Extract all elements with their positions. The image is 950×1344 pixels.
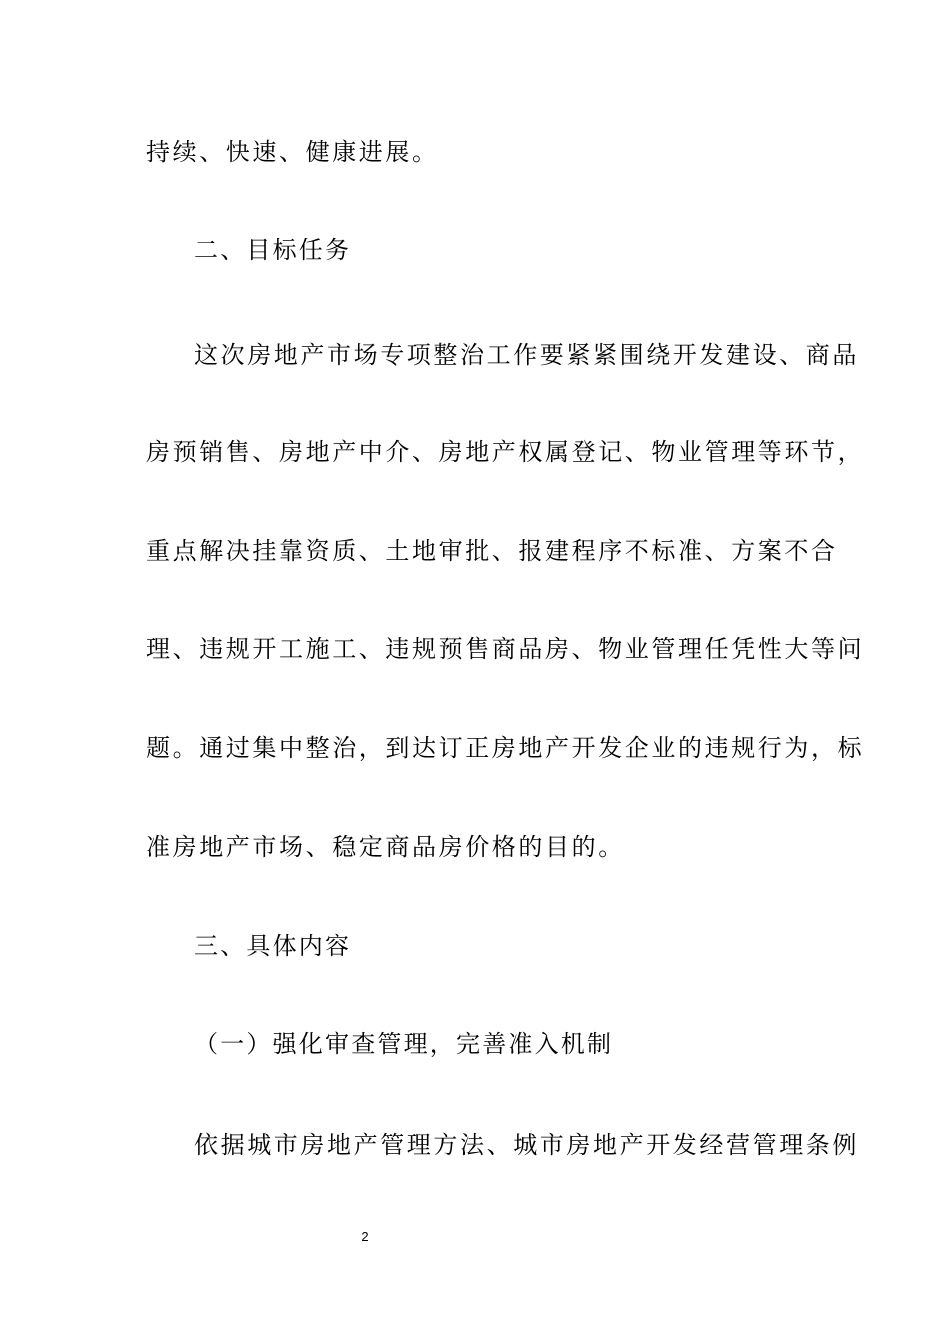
section-heading-content: 三、具体内容 [194,932,352,960]
paragraph-line: 这次房地产市场专项整治工作要紧紧围绕开发建设、商品 [194,341,859,369]
paragraph-line: 理、违规开工施工、违规预售商品房、物业管理任凭性大等问 [146,635,865,663]
paragraph-line: 重点解决挂靠资质、土地审批、报建程序不标准、方案不合 [146,537,838,565]
paragraph-line: 依据城市房地产管理方法、城市房地产开发经营管理条例 [194,1131,859,1159]
page-number: 2 [361,1229,369,1244]
paragraph-line: 房预销售、房地产中介、房地产权属登记、物业管理等环节， [146,438,865,466]
paragraph-line: 题。通过集中整治，到达订正房地产开发企业的违规行为，标 [146,734,865,762]
section-heading-goals: 二、目标任务 [194,236,352,264]
subsection-heading: （一）强化审查管理，完善准入机制 [194,1030,614,1058]
paragraph-line: 持续、快速、健康进展。 [146,138,439,166]
paragraph-line: 准房地产市场、稳定商品房价格的目的。 [146,833,625,861]
